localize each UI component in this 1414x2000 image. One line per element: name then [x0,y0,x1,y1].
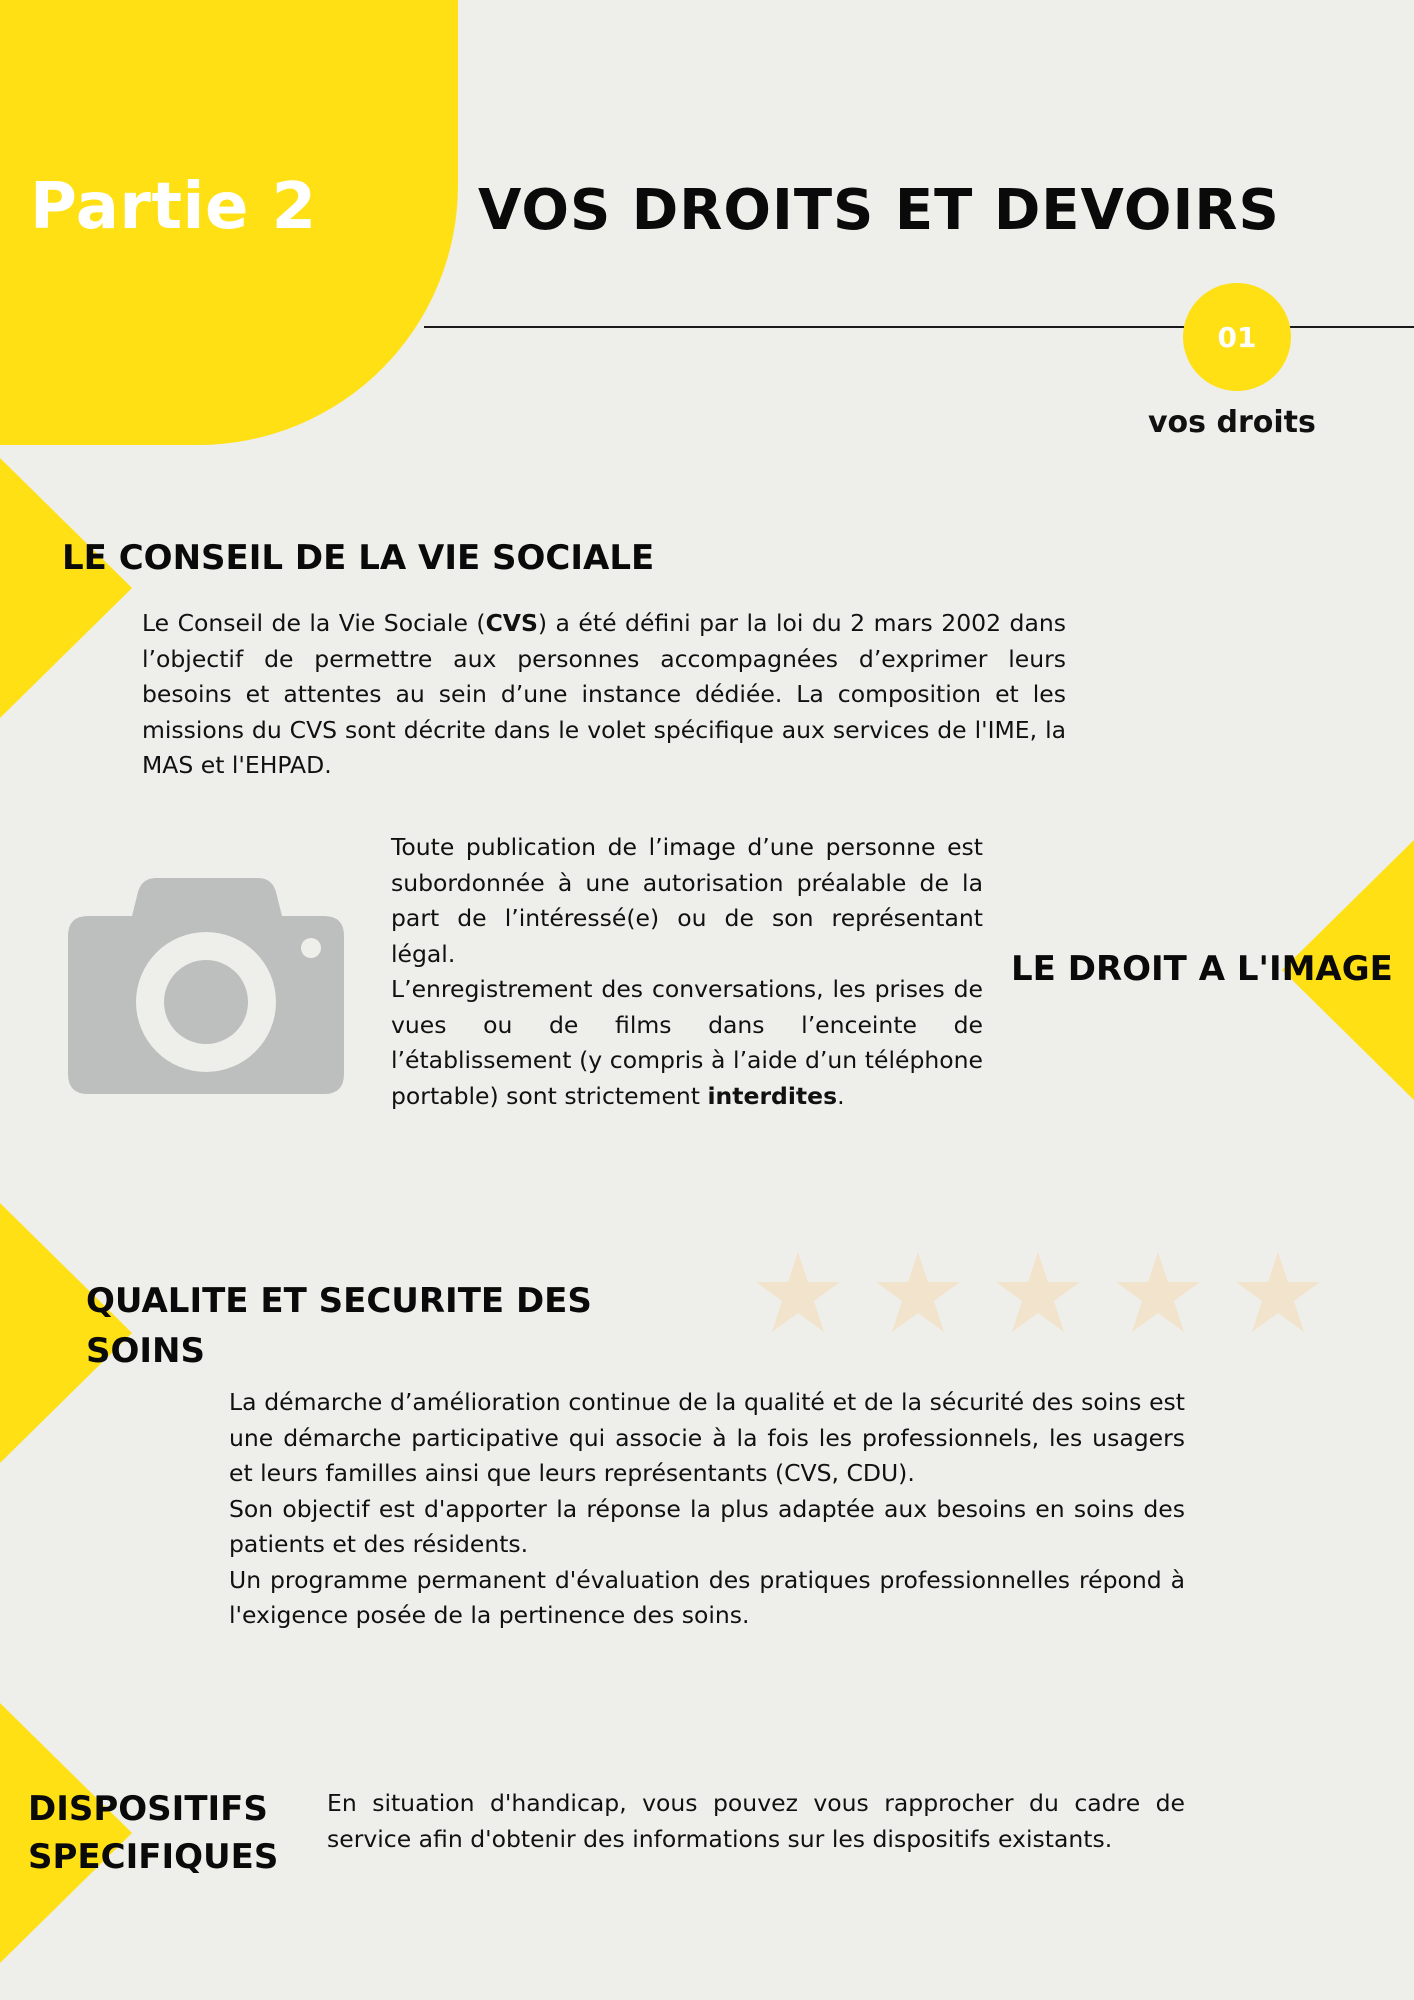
part-label: Partie 2 [30,170,317,244]
devices-paragraph: En situation d'handicap, vous pouvez vous rapprocher du cadre de service afin d'obtenir des informations sur les dispositifs existants. [327,1789,1185,1853]
yellow-triangle-decoration [0,458,132,718]
devices-title-line-2: SPECIFIQUES [28,1837,279,1877]
quality-paragraph-2: Son objectif est d'apporter la réponse la plus adaptée aux besoins en soins des patients et des résidents. [229,1494,1185,1558]
quality-paragraph-3: Un programme permanent d'évaluation des pratiques professionnelles répond à l'exigence posée de la pertinence des soins. [229,1565,1185,1629]
badge-number: 01 [1217,320,1257,354]
devices-section-text [327,1786,1185,1857]
image-rights-bold-word: interdites [707,1081,838,1110]
image-rights-paragraph-1: Toute publication de l’image d’une personne est subordonnée à une autorisation préalable de la part de l’intéressé(e) ou de son représentant légal. [391,833,983,968]
rating-stars [756,1250,1324,1334]
image-rights-paragraph-2: L’enregistrement des conversations, les prises de vues ou de films dans l’enceinte de l’établissement (y compris à l’aide d’un téléphone portable) sont strictement [391,975,983,1110]
cvs-text-part1: Le Conseil de la Vie Sociale ( [142,609,486,637]
quality-section-text [229,1385,1185,1634]
star-icon [1236,1252,1320,1332]
star-icon [756,1252,840,1332]
devices-section-title [28,1785,278,1881]
star-icon [996,1252,1080,1332]
cvs-section-text [142,606,1066,784]
star-icon [1116,1252,1200,1332]
camera-icon [68,878,344,1094]
image-rights-period: . [837,1081,845,1110]
quality-section-title: QUALITE ET SECURITE DES SOINS [86,1281,592,1371]
star-icon [876,1252,960,1332]
badge-label: vos droits [1148,405,1316,440]
image-rights-title: LE DROIT A L'IMAGE [1011,949,1393,989]
cvs-acronym: CVS [485,609,538,637]
quality-paragraph-1: La démarche d’amélioration continue de la qualité et de la sécurité des soins est une démarche participative qui associe à la fois les professionnels, les usagers et leurs familles ainsi que leurs représentants (CVS, CDU). [229,1388,1185,1487]
section-number-badge [1183,283,1291,391]
devices-title-line-1: DISPOSITIFS [28,1789,268,1829]
image-rights-text [391,830,983,1114]
cvs-text-part2: ) a été défini par la loi du 2 mars 2002 dans l’objectif de permettre aux personnes accompagnées d’exprimer leurs besoins et attentes au sein d’une instance dédiée. La composition et les missions du CVS sont décrite dans le volet spécifique aux services de l'IME, la MAS et l'EHPAD. [142,609,1066,779]
cvs-section-title: LE CONSEIL DE LA VIE SOCIALE [62,538,655,578]
page-title: VOS DROITS ET DEVOIRS [478,178,1280,243]
